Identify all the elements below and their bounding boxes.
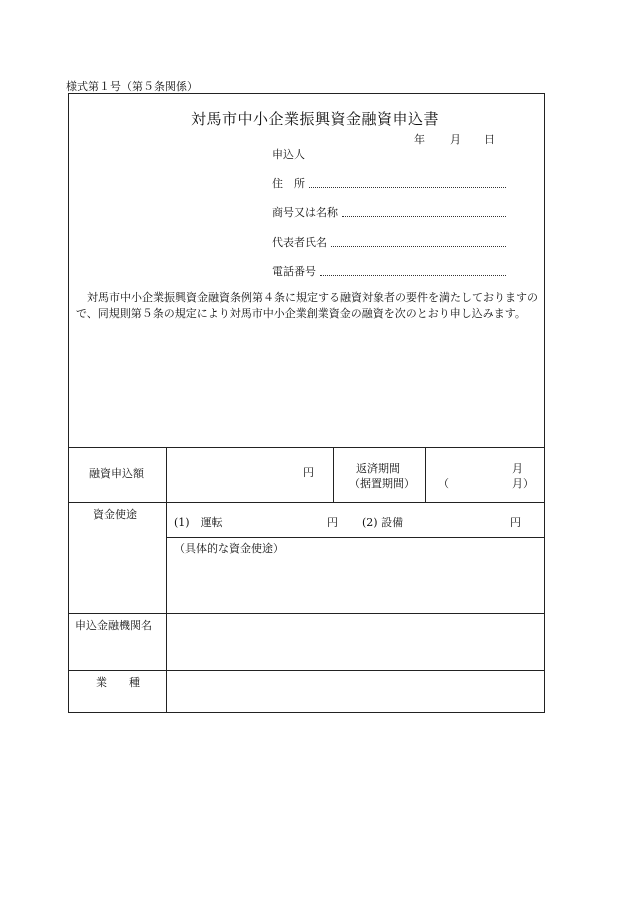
business-name-field[interactable]: [342, 216, 506, 217]
grace-month-label: 月）: [512, 477, 534, 490]
table-row-line: [68, 670, 545, 671]
representative-label: 代表者氏名: [272, 236, 327, 249]
fund-purpose-label: 資金使途: [93, 508, 137, 521]
table-col-line: [166, 447, 167, 713]
table-row-line: [68, 502, 545, 503]
table-row-line: [166, 537, 545, 538]
phone-label: 電話番号: [272, 265, 316, 278]
address-field[interactable]: [309, 187, 506, 188]
phone-field[interactable]: [320, 275, 506, 276]
loan-amount-label: 融資申込額: [89, 467, 144, 480]
loan-amount-yen: 円: [303, 466, 314, 479]
repayment-month-label: 月: [512, 462, 523, 475]
grace-period-label: （据置期間）: [349, 477, 415, 490]
date-year-label: 年: [414, 133, 425, 146]
industry-label: 業 種: [96, 676, 140, 689]
table-row-line: [68, 613, 545, 614]
repayment-period-label: 返済期間: [356, 462, 400, 475]
address-label: 住 所: [272, 177, 305, 190]
equipment-label: (2) 設備: [362, 516, 404, 529]
table-top-line: [68, 447, 545, 448]
bank-name-label: 申込金融機関名: [75, 619, 152, 632]
business-name-label: 商号又は名称: [272, 206, 338, 219]
form-title: 対馬市中小企業振興資金融資申込書: [190, 110, 439, 128]
date-day-label: 日: [484, 133, 495, 146]
operating-yen: 円: [327, 516, 338, 529]
form-number: 様式第１号（第５条関係）: [66, 80, 198, 93]
grace-paren-open: （: [438, 477, 449, 490]
operating-label: (1) 運転: [174, 516, 223, 529]
table-col-line: [425, 447, 426, 502]
representative-field[interactable]: [331, 246, 506, 247]
date-month-label: 月: [450, 133, 461, 146]
table-col-line: [333, 447, 334, 502]
equipment-yen: 円: [510, 516, 521, 529]
applicant-heading: 申込人: [272, 148, 305, 161]
specific-purpose-label: （具体的な資金使途）: [174, 542, 284, 555]
application-statement: 対馬市中小企業振興資金融資条例第４条に規定する融資対象者の要件を満たしておりますので、同規則第５条の規定により対馬市中小企業創業資金の融資を次のとおり申し込みます。: [76, 291, 538, 320]
